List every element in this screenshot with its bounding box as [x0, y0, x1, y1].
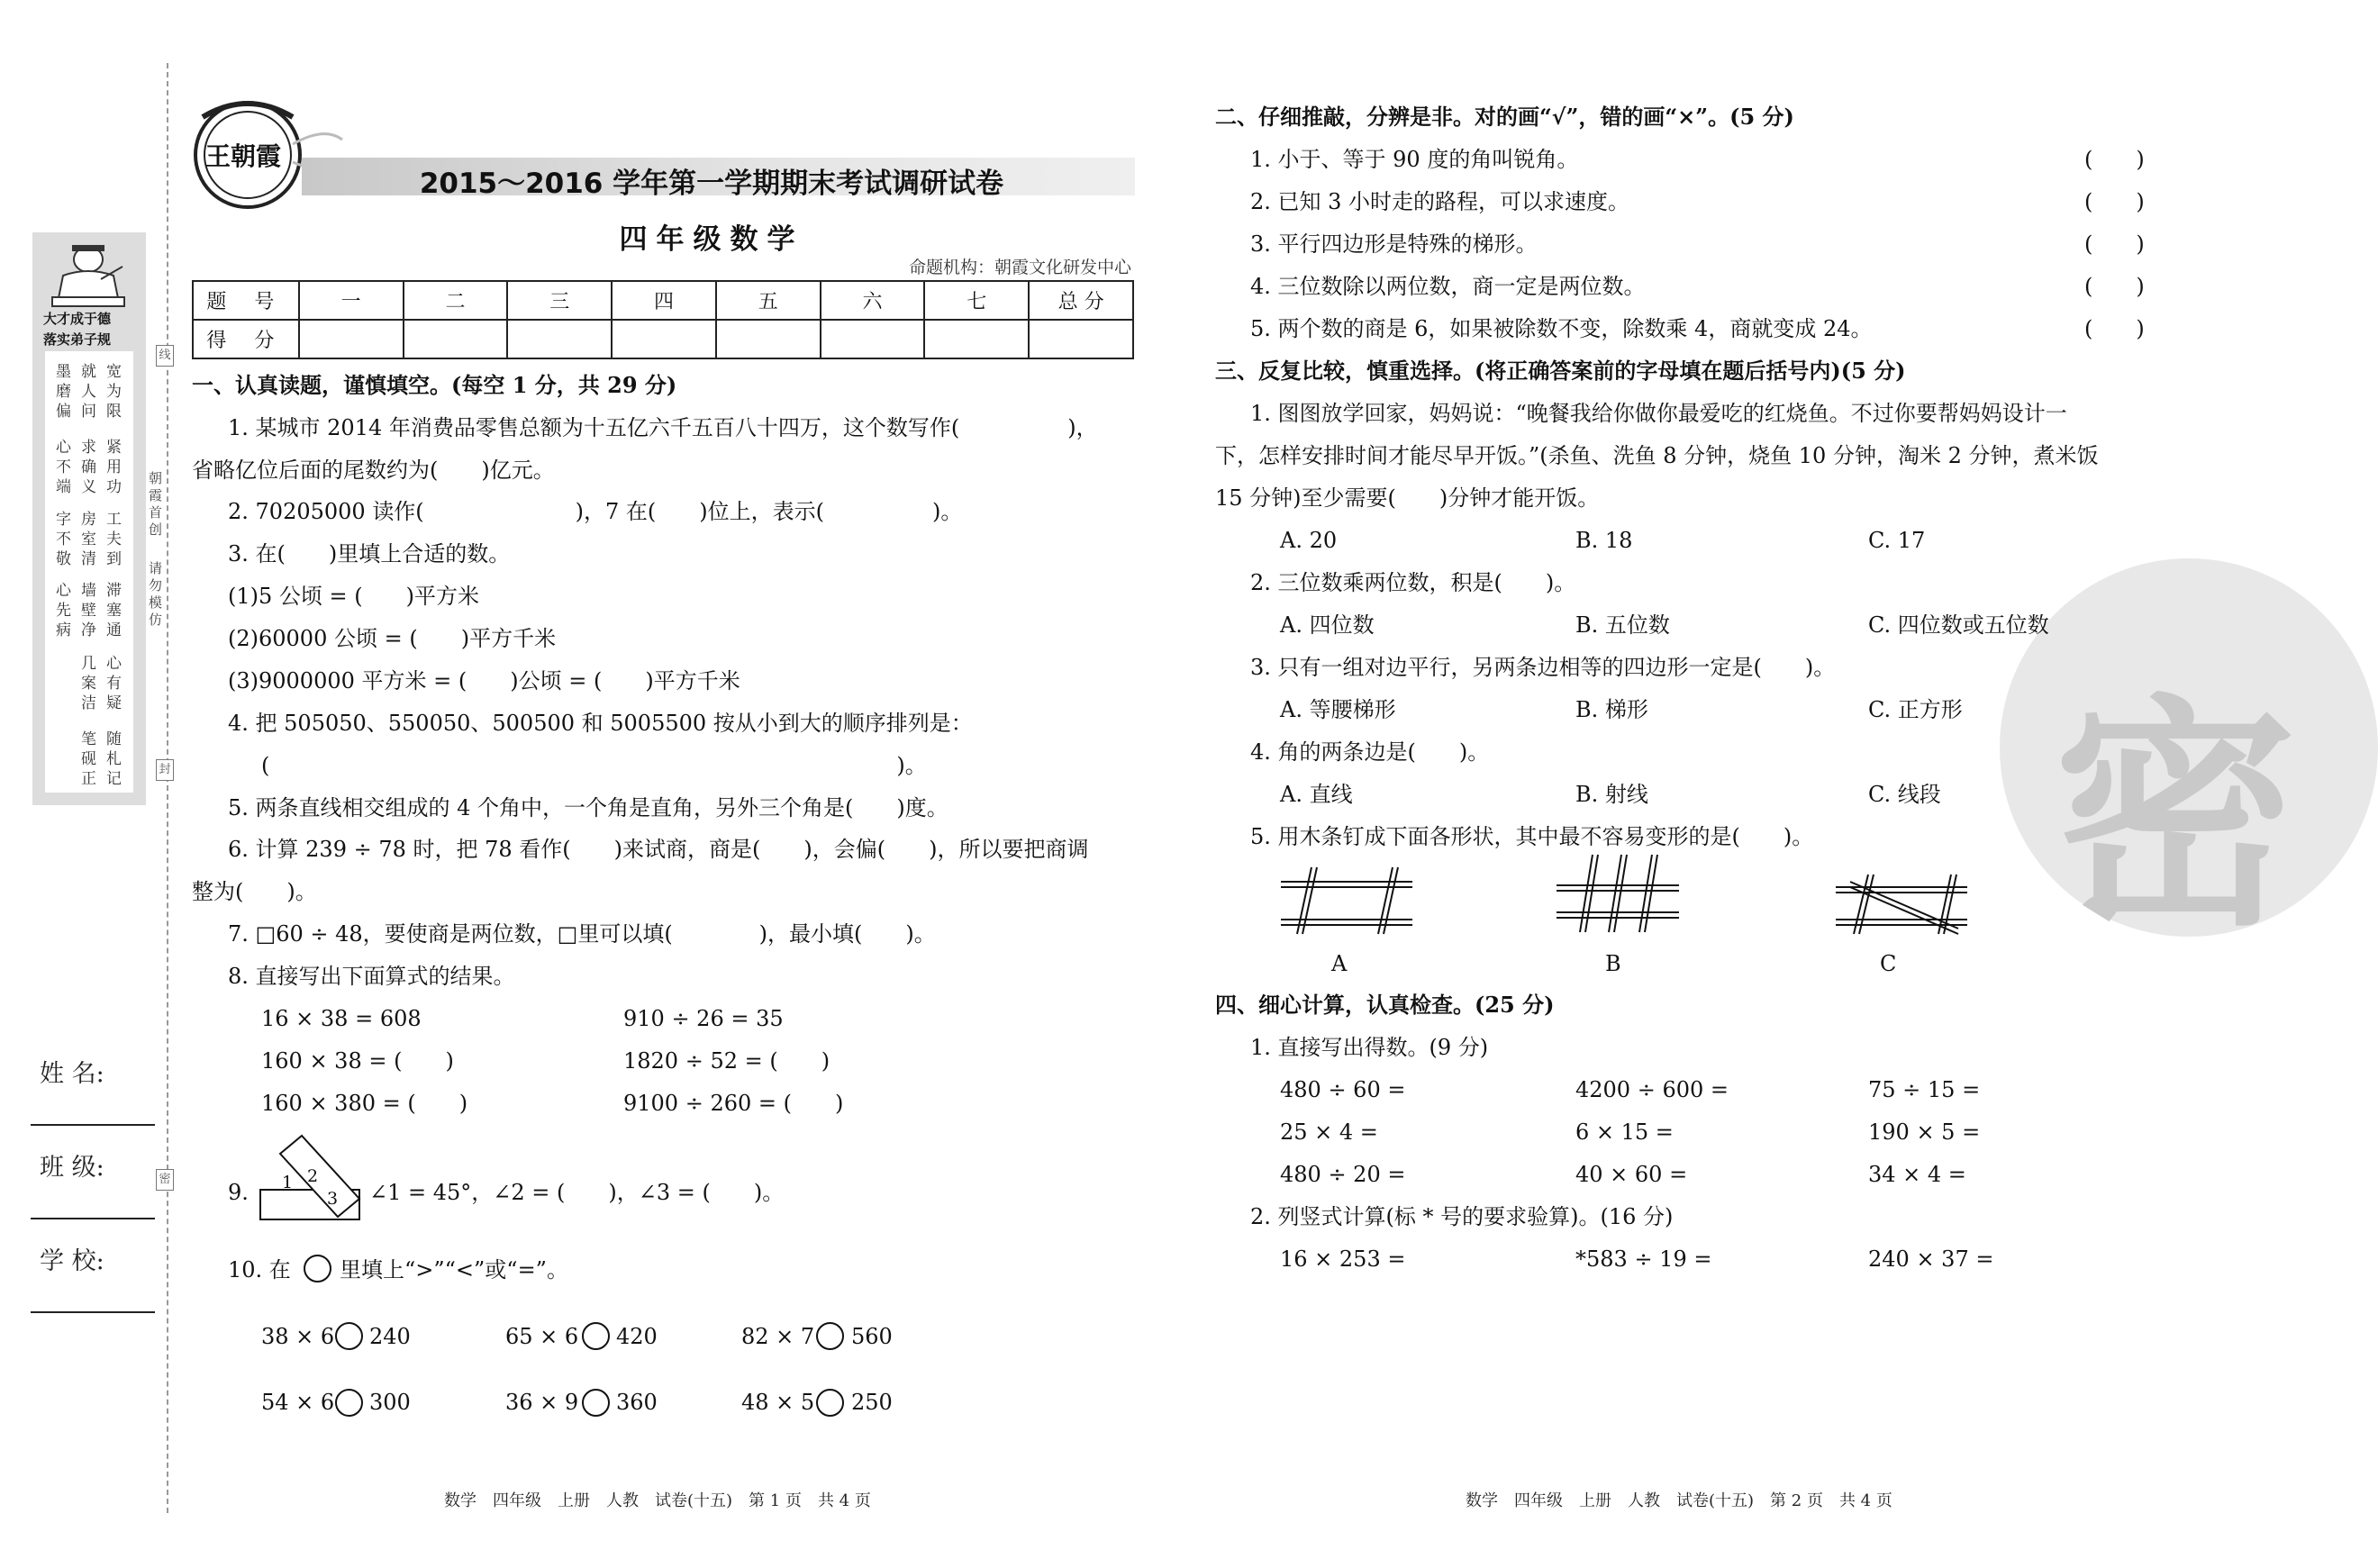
compare-left: 82 × 7: [741, 1324, 815, 1349]
subject-title: 四年级数学: [619, 223, 804, 256]
score-cell[interactable]: [821, 320, 925, 358]
fold-tag-secret: 密: [156, 1169, 174, 1191]
q8-line: 8. 直接写出下面算式的结果。: [228, 964, 515, 989]
compare-right: 240: [369, 1324, 411, 1349]
tf-item: 4. 三位数除以两位数，商一定是两位数。: [1250, 274, 1646, 299]
tf-item: 1. 小于、等于 90 度的角叫锐角。: [1250, 147, 1579, 172]
q2-line: 2. 70205000 读作( )，7 在( )位上，表示( )。: [228, 499, 963, 524]
mc-option: A. 20: [1280, 528, 1338, 553]
motto-col: 紧用功: [106, 439, 122, 496]
calc-item: 16 × 38 = 608: [261, 1006, 422, 1031]
mc-option: B. 射线: [1575, 782, 1648, 807]
score-header-cell: 五: [716, 281, 821, 320]
fold-label-no-copy: 请勿模仿: [149, 560, 163, 628]
motto-col: 墙壁净: [81, 582, 96, 639]
score-cell[interactable]: [716, 320, 821, 358]
mc-option: A. 四位数: [1280, 612, 1375, 638]
q3-line: 3. 在( )里填上合适的数。: [228, 541, 511, 566]
mc-q2: 2. 三位数乘两位数，积是( )。: [1250, 570, 1576, 595]
logo-text: 王朝霞: [205, 141, 282, 171]
score-header-cell: 六: [821, 281, 925, 320]
q6-line1: 6. 计算 239 ÷ 78 时，把 78 看作( )来试商，商是( )，会偏( )，所以要把商调: [228, 837, 1089, 862]
compare-right: 300: [369, 1390, 411, 1415]
name-label: 姓 名:: [40, 1060, 104, 1088]
compare-left: 65 × 6: [505, 1324, 579, 1349]
footer-right: 数学 四年级 上册 人教 试卷(十五) 第 2 页 共 4 页: [1466, 1491, 1892, 1510]
mc-option: B. 五位数: [1575, 612, 1670, 638]
section4-sub2: 2. 列竖式计算(标 * 号的要求验算)。(16 分): [1250, 1204, 1674, 1229]
calc-item: 1820 ÷ 52 = ( ): [623, 1048, 830, 1074]
mc-option: A. 等腰梯形: [1280, 697, 1396, 722]
calc-cell: 40 × 60 =: [1575, 1162, 1688, 1187]
mc-q3: 3. 只有一组对边平行，另两条边相等的四边形一定是( )。: [1250, 655, 1836, 680]
motto-col: 宽为限: [106, 363, 122, 421]
shape-b-figure: [1553, 849, 1684, 939]
fold-label-original: 朝霞首创: [149, 470, 163, 538]
score-header-cell: 四: [612, 281, 716, 320]
shape-label-c: C: [1880, 951, 1897, 976]
shape-label-b: B: [1605, 951, 1621, 976]
author-line: 命题机构：朝霞文化研发中心: [908, 258, 1131, 277]
mc-option: B. 18: [1575, 528, 1633, 553]
mc-q5: 5. 用木条钉成下面各形状，其中最不容易变形的是( )。: [1250, 824, 1814, 849]
calc-cell: 25 × 4 =: [1280, 1119, 1378, 1145]
tf-answer[interactable]: ( ): [2084, 147, 2145, 172]
vertical-calc: *583 ÷ 19 =: [1575, 1246, 1712, 1272]
score-header-cell: 七: [924, 281, 1029, 320]
vertical-calc: 16 × 253 =: [1280, 1246, 1406, 1272]
score-table: [192, 280, 1134, 359]
slogan-line-2: 落实弟子规: [43, 331, 112, 348]
mc-q1-line2: 下，怎样安排时间才能尽早开饭。”(杀鱼、洗鱼 8 分钟，烧鱼 10 分钟，淘米 2 分钟，煮米饭: [1215, 443, 2099, 468]
mc-q1-line3: 15 分钟)至少需要( )分钟才能开饭。: [1215, 485, 1600, 511]
motto-col: 工夫到: [106, 511, 122, 568]
motto-col: 心不端: [56, 439, 71, 496]
q6-line2: 整为( )。: [192, 879, 317, 904]
score-row-label: 得 分: [193, 320, 299, 358]
calc-cell: 34 × 4 =: [1868, 1162, 1966, 1187]
shape-label-a: A: [1331, 951, 1348, 976]
calc-cell: 75 ÷ 15 =: [1868, 1077, 1981, 1102]
tf-answer[interactable]: ( ): [2084, 316, 2145, 341]
calc-cell: 6 × 15 =: [1575, 1119, 1674, 1145]
slogan-line-1: 大才成于德: [43, 311, 112, 327]
calc-cell: 480 ÷ 20 =: [1280, 1162, 1406, 1187]
compare-left: 36 × 9: [505, 1390, 579, 1415]
motto-col: 就人问: [81, 363, 96, 421]
q9-angle-label: 3: [327, 1189, 339, 1209]
q4-line1: 4. 把 505050、550050、500500 和 5005500 按从小到大的顺序排列是：: [228, 711, 973, 736]
motto-col: 心有疑: [106, 655, 122, 712]
compare-circle[interactable]: [582, 1322, 610, 1350]
q1-line2: 省略亿位后面的尾数约为( )亿元。: [192, 458, 555, 483]
q4-line2: ( )。: [261, 753, 927, 778]
compare-circle[interactable]: [816, 1322, 844, 1350]
calc-item: 910 ÷ 26 = 35: [623, 1006, 784, 1031]
tf-answer[interactable]: ( ): [2084, 231, 2145, 257]
shape-a-figure: [1277, 860, 1421, 941]
compare-left: 38 × 6: [261, 1324, 335, 1349]
motto-col: 几案洁: [81, 655, 96, 712]
section4-sub1: 1. 直接写出得数。(9 分): [1250, 1035, 1489, 1060]
school-label: 学 校:: [40, 1247, 104, 1275]
mc-q1-line1: 1. 图图放学回家，妈妈说：“晚餐我给你做你最爱吃的红烧鱼。不过你要帮妈妈设计一: [1250, 401, 2067, 426]
mc-option: C. 四位数或五位数: [1868, 612, 2049, 638]
section1-heading: 一、认真读题，谨慎填空。(每空 1 分，共 29 分): [192, 372, 677, 398]
motto-col: 滞塞通: [106, 582, 122, 639]
compare-right: 360: [616, 1390, 658, 1415]
motto-col: 笔砚正: [81, 730, 96, 788]
compare-circle[interactable]: [582, 1389, 610, 1417]
compare-right: 420: [616, 1324, 658, 1349]
class-field[interactable]: [31, 1218, 155, 1219]
motto-col: 心先病: [56, 582, 71, 639]
mc-option: C. 正方形: [1868, 697, 1963, 722]
section4-heading: 四、细心计算，认真检查。(25 分): [1215, 992, 1555, 1018]
class-label: 班 级:: [40, 1154, 104, 1182]
watermark-glyph: 密: [2054, 672, 2297, 958]
motto-col: 房室清: [81, 511, 96, 568]
shape-c-figure: [1832, 869, 1972, 941]
compare-right: 560: [851, 1324, 893, 1349]
q3-sub2: (2)60000 公顷 = ( )平方千米: [228, 626, 557, 651]
mc-option: C. 线段: [1868, 782, 1941, 807]
tf-item: 2. 已知 3 小时走的路程，可以求速度。: [1250, 189, 1630, 214]
compare-circle[interactable]: [335, 1322, 363, 1350]
calc-cell: 480 ÷ 60 =: [1280, 1077, 1406, 1102]
name-field[interactable]: [31, 1124, 155, 1126]
mc-q4: 4. 角的两条边是( )。: [1250, 739, 1490, 765]
calc-cell: 190 × 5 =: [1868, 1119, 1981, 1145]
calc-item: 9100 ÷ 260 = ( ): [623, 1091, 844, 1116]
tf-answer[interactable]: ( ): [2084, 274, 2145, 299]
q3-sub1: (1)5 公顷 = ( )平方米: [228, 584, 479, 609]
compare-left: 54 × 6: [261, 1390, 335, 1415]
compare-circle[interactable]: [816, 1389, 844, 1417]
tf-item: 3. 平行四边形是特殊的梯形。: [1250, 231, 1538, 257]
motto-col: 字不敬: [56, 511, 71, 568]
score-header-cell: 二: [404, 281, 508, 320]
calc-item: 160 × 38 = ( ): [261, 1048, 454, 1074]
q3-sub3: (3)9000000 平方米 = ( )公顷 = ( )平方千米: [228, 668, 740, 693]
fold-line: [167, 63, 168, 1513]
score-header-cell: 三: [507, 281, 612, 320]
compare-circle[interactable]: [335, 1389, 363, 1417]
compare-circle-example: [304, 1255, 331, 1282]
q9-number: 9.: [228, 1180, 249, 1205]
mc-option: A. 直线: [1280, 782, 1353, 807]
school-field[interactable]: [31, 1311, 155, 1313]
vertical-calc: 240 × 37 =: [1868, 1246, 1994, 1272]
score-header-cell: 总 分: [1029, 281, 1133, 320]
score-cell[interactable]: [924, 320, 1029, 358]
score-header-cell: 一: [299, 281, 404, 320]
tf-item: 5. 两个数的商是 6，如果被除数不变，除数乘 4，商就变成 24。: [1250, 316, 1873, 341]
section2-heading: 二、仔细推敲，分辨是非。对的画“√”，错的画“×”。(5 分): [1215, 104, 1794, 130]
motto-col: 求确义: [81, 439, 96, 496]
score-cell[interactable]: [507, 320, 612, 358]
q9-angle-label: 2: [307, 1166, 319, 1186]
q5-line: 5. 两条直线相交组成的 4 个角中，一个角是直角，另外三个角是( )度。: [228, 795, 948, 820]
score-cell[interactable]: [612, 320, 716, 358]
motto-col: 墨磨偏: [56, 363, 71, 421]
q9-text: ∠1 = 45°，∠2 = ( )，∠3 = ( )。: [369, 1180, 785, 1205]
mc-option: C. 17: [1868, 528, 1926, 553]
fold-tag-line: 线: [156, 345, 174, 367]
q10-prefix: 10. 在: [228, 1257, 291, 1282]
exam-title: 2015～2016 学年第一学期期末考试调研试卷: [419, 168, 1004, 200]
score-value-row: [193, 320, 1133, 358]
q1-line1: 1. 某城市 2014 年消费品零售总额为十五亿六千五百八十四万，这个数写作( )，: [228, 415, 1098, 440]
tf-answer[interactable]: ( ): [2084, 189, 2145, 214]
score-cell[interactable]: [1029, 320, 1133, 358]
score-header-cell: 题 号: [193, 281, 299, 320]
compare-right: 250: [851, 1390, 893, 1415]
score-header-row: [193, 281, 1133, 320]
motto-col: 随札记: [106, 730, 122, 788]
q9-angle-label: 1: [282, 1173, 294, 1192]
score-cell[interactable]: [299, 320, 404, 358]
section3-heading: 三、反复比较，慎重选择。(将正确答案前的字母填在题后括号内)(5 分): [1215, 358, 1906, 384]
calc-cell: 4200 ÷ 600 =: [1575, 1077, 1729, 1102]
q7-line: 7. □60 ÷ 48，要使商是两位数，□里可以填( )，最小填( )。: [228, 921, 936, 947]
fold-tag-seal: 封: [156, 759, 174, 781]
score-cell[interactable]: [404, 320, 508, 358]
mc-option: B. 梯形: [1575, 697, 1648, 722]
calc-item: 160 × 380 = ( ): [261, 1091, 468, 1116]
footer-left: 数学 四年级 上册 人教 试卷(十五) 第 1 页 共 4 页: [444, 1491, 871, 1510]
q10-suffix: 里填上“>”“<”或“=”。: [340, 1257, 568, 1282]
compare-left: 48 × 5: [741, 1390, 815, 1415]
